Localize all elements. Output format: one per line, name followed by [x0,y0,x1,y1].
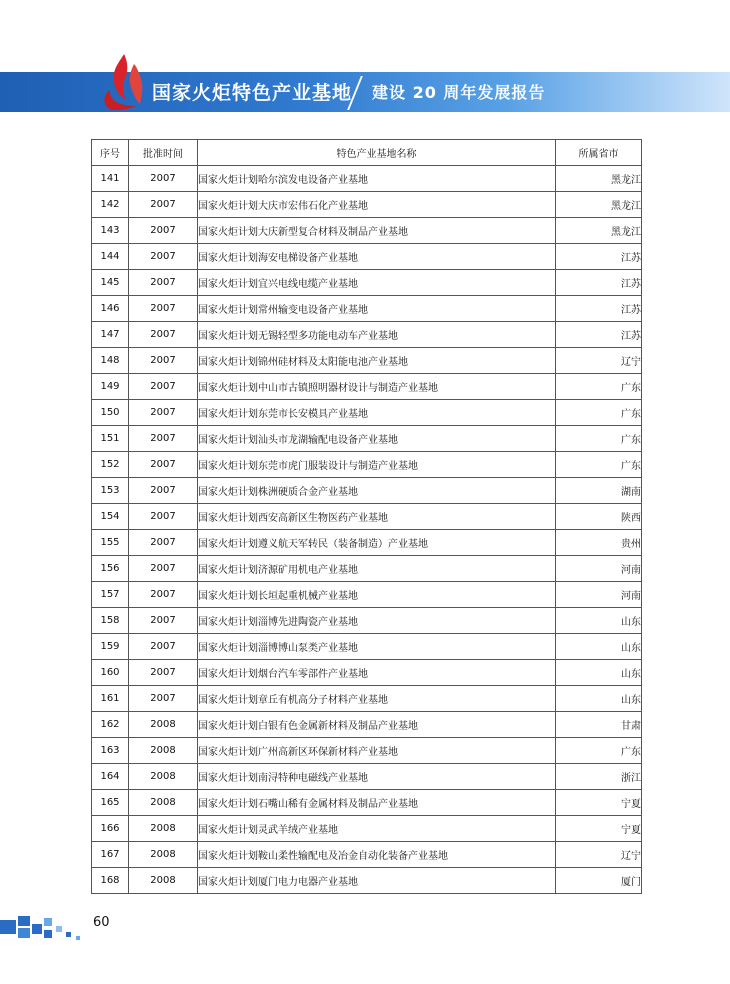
cell-province: 江苏 [556,296,642,322]
cell-index: 159 [92,634,129,660]
cell-province: 广东 [556,374,642,400]
cell-index: 158 [92,608,129,634]
cell-base-name: 国家火炬计划株洲硬质合金产业基地 [198,478,556,504]
table-row [92,608,642,634]
cell-province: 浙江 [556,764,642,790]
cell-province: 辽宁 [556,842,642,868]
cell-index: 143 [92,218,129,244]
cell-province: 山东 [556,634,642,660]
cell-approval-time: 2007 [129,530,198,556]
cell-base-name: 国家火炬计划长垣起重机械产业基地 [198,582,556,608]
cell-index: 160 [92,660,129,686]
cell-index: 164 [92,764,129,790]
cell-index: 162 [92,712,129,738]
cell-index: 154 [92,504,129,530]
cell-index: 144 [92,244,129,270]
cell-base-name: 国家火炬计划哈尔滨发电设备产业基地 [198,166,556,192]
table-row [92,296,642,322]
cell-base-name: 国家火炬计划鞍山柔性输配电及冶金自动化装备产业基地 [198,842,556,868]
table-row [92,582,642,608]
cell-index: 150 [92,400,129,426]
table-row [92,738,642,764]
cell-base-name: 国家火炬计划常州输变电设备产业基地 [198,296,556,322]
cell-base-name: 国家火炬计划烟台汽车零部件产业基地 [198,660,556,686]
cell-province: 江苏 [556,244,642,270]
cell-approval-time: 2007 [129,452,198,478]
cell-province: 广东 [556,452,642,478]
cell-approval-time: 2007 [129,218,198,244]
cell-base-name: 国家火炬计划大庆新型复合材料及制品产业基地 [198,218,556,244]
cell-index: 148 [92,348,129,374]
table-row [92,452,642,478]
table-row [92,504,642,530]
table-row [92,868,642,894]
table-row [92,270,642,296]
table-row [92,634,642,660]
cell-approval-time: 2007 [129,166,198,192]
cell-base-name: 国家火炬计划石嘴山稀有金属材料及制品产业基地 [198,790,556,816]
table-row [92,660,642,686]
col-header-approval-time: 批准时间 [129,140,198,166]
cell-approval-time: 2008 [129,712,198,738]
table-row [92,348,642,374]
cell-index: 142 [92,192,129,218]
cell-index: 165 [92,790,129,816]
cell-base-name: 国家火炬计划汕头市龙湖输配电设备产业基地 [198,426,556,452]
cell-approval-time: 2007 [129,608,198,634]
cell-approval-time: 2007 [129,504,198,530]
cell-base-name: 国家火炬计划中山市古镇照明器材设计与制造产业基地 [198,374,556,400]
cell-approval-time: 2007 [129,348,198,374]
cell-approval-time: 2007 [129,686,198,712]
table-row [92,556,642,582]
cell-approval-time: 2007 [129,322,198,348]
cell-base-name: 国家火炬计划海安电梯设备产业基地 [198,244,556,270]
table-row [92,842,642,868]
cell-approval-time: 2008 [129,842,198,868]
cell-approval-time: 2008 [129,764,198,790]
cell-approval-time: 2007 [129,374,198,400]
col-header-province: 所属省市 [556,140,642,166]
cell-index: 157 [92,582,129,608]
cell-approval-time: 2008 [129,816,198,842]
cell-province: 山东 [556,608,642,634]
cell-province: 宁夏 [556,790,642,816]
cell-base-name: 国家火炬计划大庆市宏伟石化产业基地 [198,192,556,218]
footer-pixel-decoration [0,912,90,948]
cell-approval-time: 2007 [129,244,198,270]
cell-province: 黑龙江 [556,166,642,192]
cell-index: 163 [92,738,129,764]
cell-base-name: 国家火炬计划淄博先进陶瓷产业基地 [198,608,556,634]
torch-logo-icon [96,50,156,112]
cell-approval-time: 2007 [129,634,198,660]
cell-index: 166 [92,816,129,842]
col-header-index: 序号 [92,140,129,166]
cell-approval-time: 2007 [129,270,198,296]
cell-index: 141 [92,166,129,192]
table-body [92,166,642,894]
table-row [92,244,642,270]
cell-approval-time: 2008 [129,790,198,816]
cell-approval-time: 2007 [129,296,198,322]
cell-base-name: 国家火炬计划东莞市长安模具产业基地 [198,400,556,426]
cell-approval-time: 2007 [129,426,198,452]
table-row [92,322,642,348]
cell-base-name: 国家火炬计划章丘有机高分子材料产业基地 [198,686,556,712]
base-list-table [91,139,642,894]
cell-province: 宁夏 [556,816,642,842]
cell-province: 黑龙江 [556,192,642,218]
cell-index: 167 [92,842,129,868]
cell-index: 149 [92,374,129,400]
cell-approval-time: 2007 [129,582,198,608]
banner-title: 国家火炬特色产业基地 [152,82,353,104]
table-row [92,686,642,712]
cell-approval-time: 2007 [129,660,198,686]
cell-province: 陕西 [556,504,642,530]
cell-base-name: 国家火炬计划淄博博山泵类产业基地 [198,634,556,660]
cell-base-name: 国家火炬计划西安高新区生物医药产业基地 [198,504,556,530]
cell-province: 甘肃 [556,712,642,738]
table-row [92,400,642,426]
cell-approval-time: 2008 [129,738,198,764]
cell-base-name: 国家火炬计划宜兴电线电缆产业基地 [198,270,556,296]
banner-subtitle: 建设 20 周年发展报告 [372,83,546,102]
cell-base-name: 国家火炬计划锦州硅材料及太阳能电池产业基地 [198,348,556,374]
cell-province: 贵州 [556,530,642,556]
table-row [92,712,642,738]
cell-approval-time: 2007 [129,556,198,582]
cell-index: 168 [92,868,129,894]
cell-index: 146 [92,296,129,322]
cell-index: 147 [92,322,129,348]
table-row [92,218,642,244]
cell-base-name: 国家火炬计划无锡轻型多功能电动车产业基地 [198,322,556,348]
table-row [92,166,642,192]
table-row [92,764,642,790]
cell-index: 161 [92,686,129,712]
col-header-base-name: 特色产业基地名称 [198,140,556,166]
cell-province: 广东 [556,426,642,452]
cell-base-name: 国家火炬计划济源矿用机电产业基地 [198,556,556,582]
cell-province: 山东 [556,686,642,712]
cell-province: 山东 [556,660,642,686]
cell-index: 151 [92,426,129,452]
cell-base-name: 国家火炬计划南浔特种电磁线产业基地 [198,764,556,790]
cell-base-name: 国家火炬计划厦门电力电器产业基地 [198,868,556,894]
cell-base-name: 国家火炬计划广州高新区环保新材料产业基地 [198,738,556,764]
cell-index: 152 [92,452,129,478]
cell-province: 湖南 [556,478,642,504]
table-header-row [92,140,642,166]
cell-index: 156 [92,556,129,582]
cell-province: 黑龙江 [556,218,642,244]
table-row [92,478,642,504]
cell-province: 辽宁 [556,348,642,374]
table-row [92,192,642,218]
cell-province: 河南 [556,556,642,582]
table-row [92,374,642,400]
cell-index: 145 [92,270,129,296]
cell-index: 155 [92,530,129,556]
cell-province: 江苏 [556,322,642,348]
page-number: 60 [93,915,110,930]
cell-approval-time: 2007 [129,400,198,426]
cell-base-name: 国家火炬计划遵义航天军转民（装备制造）产业基地 [198,530,556,556]
cell-base-name: 国家火炬计划灵武羊绒产业基地 [198,816,556,842]
table-row [92,816,642,842]
cell-approval-time: 2008 [129,868,198,894]
cell-province: 广东 [556,738,642,764]
cell-approval-time: 2007 [129,192,198,218]
cell-province: 厦门 [556,868,642,894]
table-row [92,426,642,452]
cell-province: 河南 [556,582,642,608]
table-row [92,790,642,816]
cell-province: 江苏 [556,270,642,296]
cell-approval-time: 2007 [129,478,198,504]
table-row [92,530,642,556]
cell-index: 153 [92,478,129,504]
cell-province: 广东 [556,400,642,426]
cell-base-name: 国家火炬计划白银有色金属新材料及制品产业基地 [198,712,556,738]
cell-base-name: 国家火炬计划东莞市虎门服装设计与制造产业基地 [198,452,556,478]
